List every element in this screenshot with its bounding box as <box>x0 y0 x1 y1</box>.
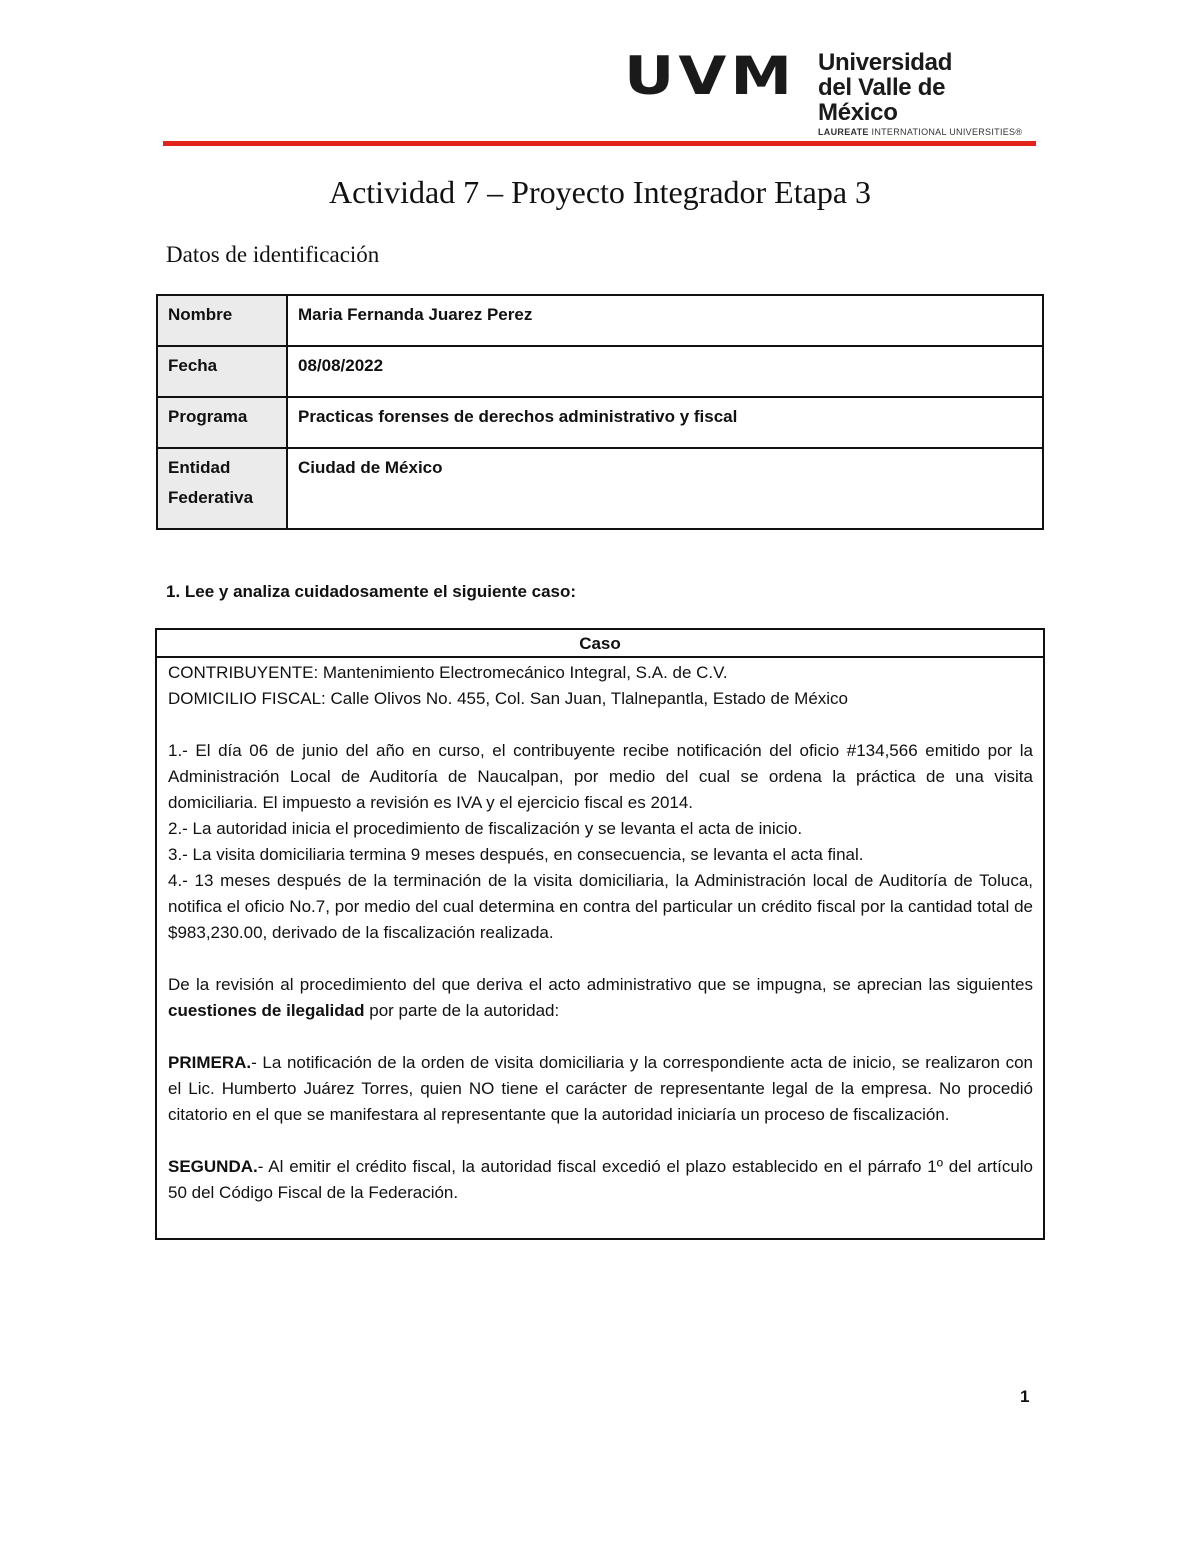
logo-line2: del Valle de México <box>818 74 946 126</box>
label-entidad-federativa: Entidad Federativa <box>157 448 287 529</box>
case-body <box>157 658 1043 1206</box>
case-primera: PRIMERA.- La notificación de la orden de visita domiciliaria y la correspondiente acta de inicio, se realizaron con el Lic. Humberto Juárez Torres, quien NO tiene el carácter de representante legal de la empresa. No procedió citatorio en el que se manifestara al representante que la autoridad iniciaría un proceso de fiscalización. <box>168 1053 1033 1124</box>
case-point-3: 3.- La visita domiciliaria termina 9 meses después, en consecuencia, se levanta el acta final. <box>168 845 864 864</box>
value-entidad-federativa: Ciudad de México <box>287 448 1043 529</box>
uvm-logo <box>624 44 1024 137</box>
page-number: 1 <box>1020 1387 1030 1406</box>
logo-text <box>818 50 1024 137</box>
case-point-4: 4.- 13 meses después de la terminación de la visita domiciliaria, la Administración local de Auditoría de Toluca, notifica el oficio No.7, por medio del cual determina en contra del particular un crédito fiscal por la cantidad total de $983,230.00, derivado de la fiscalización realizada. <box>168 871 1033 942</box>
case-box <box>155 628 1045 1240</box>
label-fecha: Fecha <box>157 346 287 397</box>
value-nombre: Maria Fernanda Juarez Perez <box>287 295 1043 346</box>
question-1: 1. Lee y analiza cuidadosamente el siguiente caso: <box>166 582 577 601</box>
document-title: Actividad 7 – Proyecto Integrador Etapa 3 <box>328 174 872 210</box>
case-header: Caso <box>157 630 1043 658</box>
logo-tagline: LAUREATE INTERNATIONAL UNIVERSITIES® <box>818 127 1023 137</box>
logo-line1: Universidad <box>818 49 953 76</box>
table-row <box>157 448 1043 529</box>
label-programa: Programa <box>157 397 287 448</box>
case-point-2: 2.- La autoridad inicia el procedimiento de fiscalización y se levanta el acta de inicio. <box>168 819 803 838</box>
case-domicilio: DOMICILIO FISCAL: Calle Olivos No. 455, Col. San Juan, Tlalnepantla, Estado de México <box>168 689 848 708</box>
value-fecha: 08/08/2022 <box>287 346 1043 397</box>
header-divider <box>163 141 1036 146</box>
value-programa: Practicas forenses de derechos administrativo y fiscal <box>287 397 1043 448</box>
table-row <box>157 397 1043 448</box>
section-title: Datos de identificación <box>166 242 380 267</box>
identification-table <box>156 294 1044 530</box>
label-nombre: Nombre <box>157 295 287 346</box>
logo-mark: UVM <box>624 44 797 107</box>
table-row <box>157 295 1043 346</box>
case-contribuyente: CONTRIBUYENTE: Mantenimiento Electromecánico Integral, S.A. de C.V. <box>168 663 728 682</box>
table-row <box>157 346 1043 397</box>
case-segunda: SEGUNDA.- Al emitir el crédito fiscal, la autoridad fiscal excedió el plazo establecido en el párrafo 1º del artículo 50 del Código Fiscal de la Federación. <box>168 1157 1033 1202</box>
case-review-paragraph: De la revisión al procedimiento del que deriva el acto administrativo que se impugna, se aprecian las siguientes cuestiones de ilegalidad por parte de la autoridad: <box>168 975 1033 1020</box>
case-point-1: 1.- El día 06 de junio del año en curso, el contribuyente recibe notificación del oficio #134,566 emitido por la Administración Local de Auditoría de Naucalpan, por medio del cual se ordena la práctica de una visita domiciliaria. El impuesto a revisión es IVA y el ejercicio fiscal es 2014. <box>168 741 1033 812</box>
